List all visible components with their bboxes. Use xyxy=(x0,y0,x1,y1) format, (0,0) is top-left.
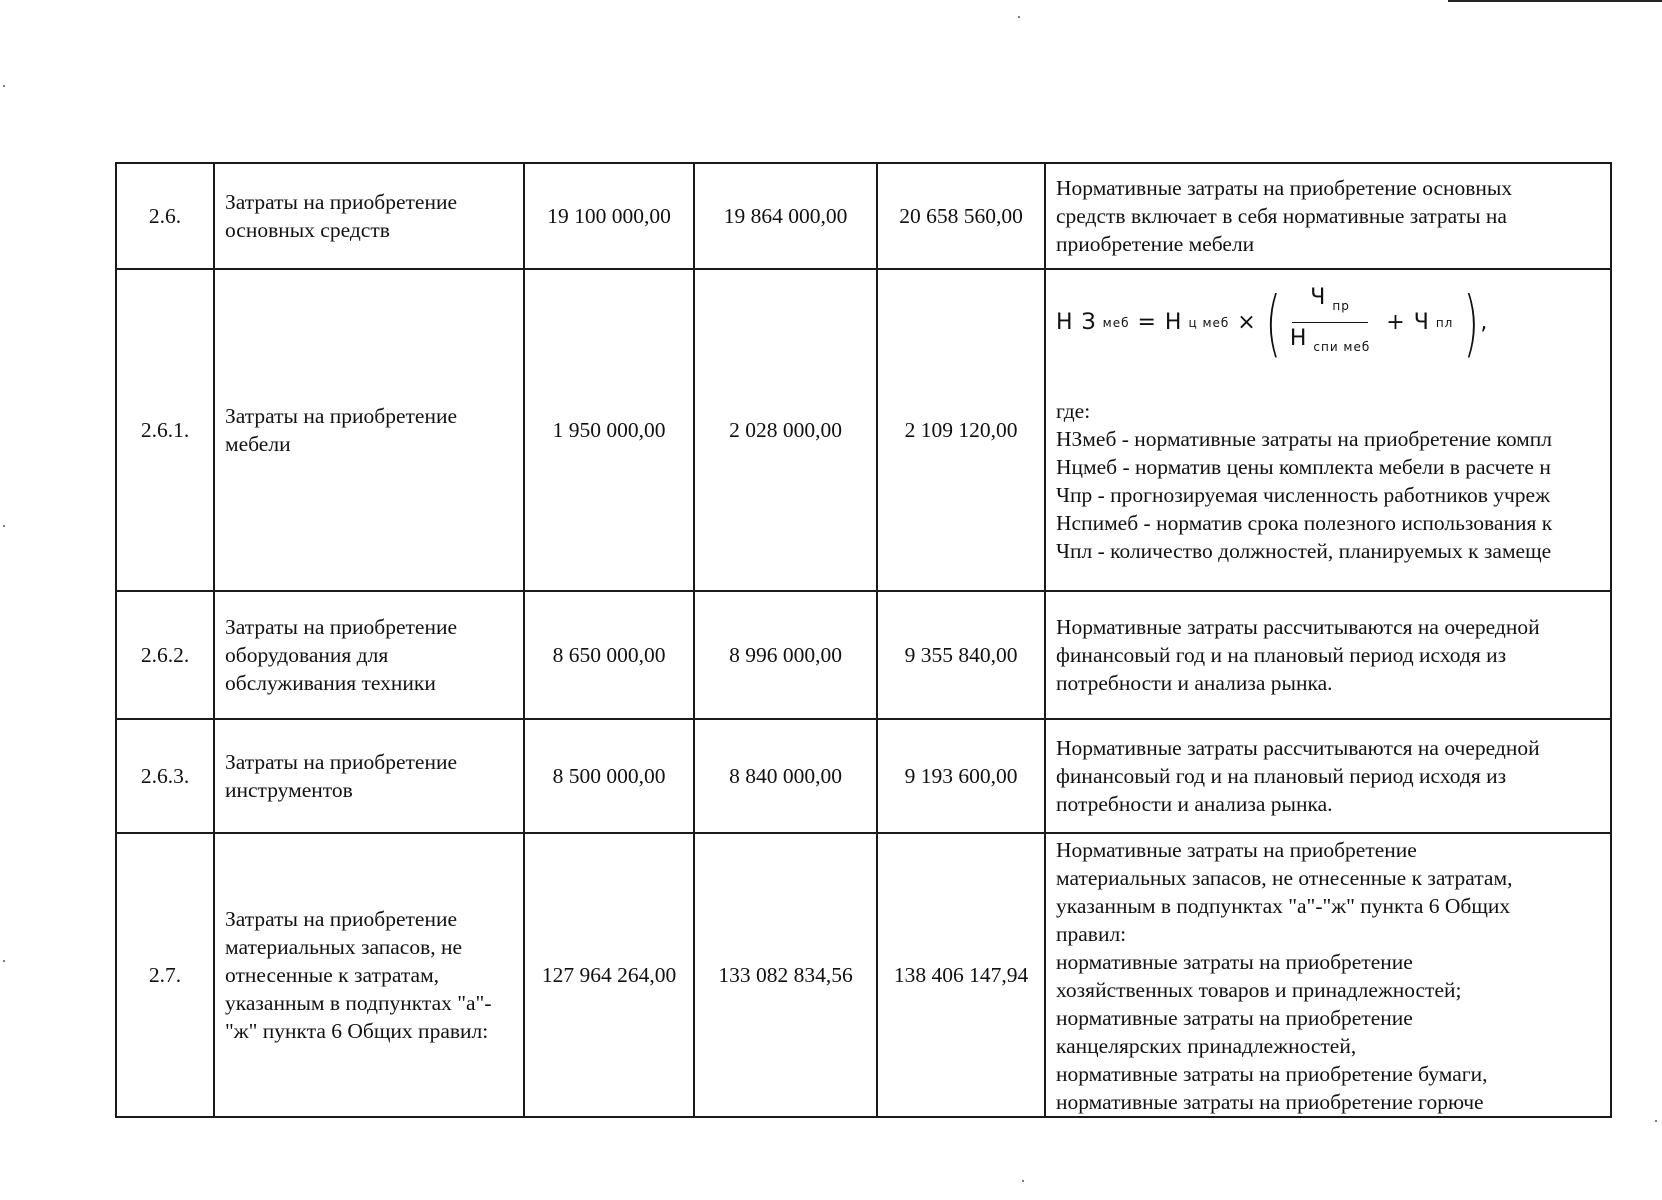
amount-year-3: 2 109 120,00 xyxy=(877,269,1045,591)
note-line: финансовый год и на плановый период исходя из xyxy=(1056,643,1507,667)
amount-year-2: 19 864 000,00 xyxy=(694,163,877,269)
note-line: приобретение мебели xyxy=(1056,232,1255,256)
row-code: 2.6.1. xyxy=(116,269,214,591)
amount-year-3: 138 406 147,94 xyxy=(877,833,1045,1117)
amount-year-1: 8 650 000,00 xyxy=(524,591,694,719)
note-line: Нормативные затраты рассчитываются на очередной xyxy=(1056,615,1540,639)
row-name: Затраты на приобретение инструментов xyxy=(214,719,524,833)
row-note xyxy=(1045,719,1611,833)
amount-year-3: 9 355 840,00 xyxy=(877,591,1045,719)
formula-numerator xyxy=(1292,284,1368,323)
amount-year-2: 8 840 000,00 xyxy=(694,719,877,833)
cost-norms-table xyxy=(115,162,1612,1118)
note-line: указанным в подпунктах "а"-"ж" пункта 6 Общих xyxy=(1056,894,1511,918)
formula-left-paren: ( xyxy=(1265,280,1282,365)
amount-year-3: 9 193 600,00 xyxy=(877,719,1045,833)
note-line: Чпр - прогнозируемая численность работников учреж xyxy=(1056,483,1550,507)
note-line: где: xyxy=(1056,399,1091,423)
note-line: НЗмеб - нормативные затраты на приобретение компл xyxy=(1056,427,1553,451)
note-line: Нспимеб - норматив срока полезного использования к xyxy=(1056,511,1553,535)
scan-speck xyxy=(1022,1180,1024,1182)
formula-right-paren: ) xyxy=(1463,280,1480,365)
denominator-symbol: Н xyxy=(1289,326,1308,351)
row-code: 2.6. xyxy=(116,163,214,269)
scan-speck xyxy=(3,85,5,87)
note-line: хозяйственных товаров и принадлежностей; xyxy=(1056,978,1462,1002)
row-code: 2.6.2. xyxy=(116,591,214,719)
row-note xyxy=(1045,833,1611,1117)
row-code: 2.7. xyxy=(116,833,214,1117)
note-line: нормативные затраты на приобретение горюче xyxy=(1056,1090,1484,1114)
formula-equals: = xyxy=(1137,309,1157,335)
formula-plus: + xyxy=(1386,309,1406,335)
numerator-symbol: Ч xyxy=(1310,285,1327,310)
scan-speck xyxy=(3,525,5,527)
amount-year-1: 19 100 000,00 xyxy=(524,163,694,269)
note-line: финансовый год и на плановый период исходя из xyxy=(1056,764,1507,788)
table-row xyxy=(116,269,1611,591)
amount-year-2: 8 996 000,00 xyxy=(694,591,877,719)
formula-trailing-comma: , xyxy=(1480,309,1489,335)
formula-times: × xyxy=(1237,309,1257,335)
note-line: Нормативные затраты рассчитываются на очередной xyxy=(1056,736,1540,760)
table-row xyxy=(116,833,1611,1117)
note-line: нормативные затраты на приобретение бумаги, xyxy=(1056,1062,1488,1086)
note-line: Нормативные затраты на приобретение xyxy=(1056,838,1417,862)
amount-year-1: 8 500 000,00 xyxy=(524,719,694,833)
row-note xyxy=(1045,591,1611,719)
note-line: правил: xyxy=(1056,922,1127,946)
denominator-sub: спи меб xyxy=(1313,340,1371,354)
table-row xyxy=(116,719,1611,833)
scan-speck xyxy=(3,960,5,962)
formula-lhs: Н З xyxy=(1056,309,1097,335)
scan-speck xyxy=(1655,1120,1657,1122)
row-name: Затраты на приобретение мебели xyxy=(214,269,524,591)
furniture-cost-formula xyxy=(1056,280,1610,365)
note-line: Нормативные затраты на приобретение основных xyxy=(1056,176,1513,200)
note-line: потребности и анализа рынка. xyxy=(1056,671,1333,695)
top-edge-rule xyxy=(1448,0,1662,2)
note-line: канцелярских принадлежностей, xyxy=(1056,1034,1357,1058)
formula-fraction xyxy=(1290,284,1370,361)
amount-year-2: 133 082 834,56 xyxy=(694,833,877,1117)
amount-year-1: 1 950 000,00 xyxy=(524,269,694,591)
formula-term: Ч xyxy=(1413,309,1430,335)
amount-year-2: 2 028 000,00 xyxy=(694,269,877,591)
scan-speck xyxy=(1018,16,1020,18)
formula-term-sub: пл xyxy=(1435,315,1454,330)
formula-factor: Н xyxy=(1164,309,1183,335)
formula-factor-sub: ц меб xyxy=(1188,315,1230,330)
note-line: потребности и анализа рынка. xyxy=(1056,792,1333,816)
note-line: нормативные затраты на приобретение xyxy=(1056,950,1413,974)
note-line: материальных запасов, не отнесенные к затратам, xyxy=(1056,866,1513,890)
note-line: Чпл - количество должностей, планируемых к замеще xyxy=(1056,539,1552,563)
table-row xyxy=(116,591,1611,719)
formula-lhs-sub: меб xyxy=(1102,315,1130,330)
note-line: нормативные затраты на приобретение xyxy=(1056,1006,1413,1030)
row-note xyxy=(1045,269,1611,591)
row-code: 2.6.3. xyxy=(116,719,214,833)
row-note xyxy=(1045,163,1611,269)
note-line: Нцмеб - норматив цены комплекта мебели в расчете н xyxy=(1056,455,1551,479)
table-row xyxy=(116,163,1611,269)
row-name: Затраты на приобретение оборудования для обслуживания техники xyxy=(214,591,524,719)
numerator-sub: пр xyxy=(1332,299,1350,313)
amount-year-3: 20 658 560,00 xyxy=(877,163,1045,269)
note-line: средств включает в себя нормативные затраты на xyxy=(1056,204,1507,228)
formula-denominator xyxy=(1290,323,1370,361)
amount-year-1: 127 964 264,00 xyxy=(524,833,694,1117)
row-name: Затраты на приобретение основных средств xyxy=(214,163,524,269)
row-name: Затраты на приобретение материальных запасов, не отнесенные к затратам, указанным в подпунктах "а"-"ж" пункта 6 Общих правил: xyxy=(214,833,524,1117)
